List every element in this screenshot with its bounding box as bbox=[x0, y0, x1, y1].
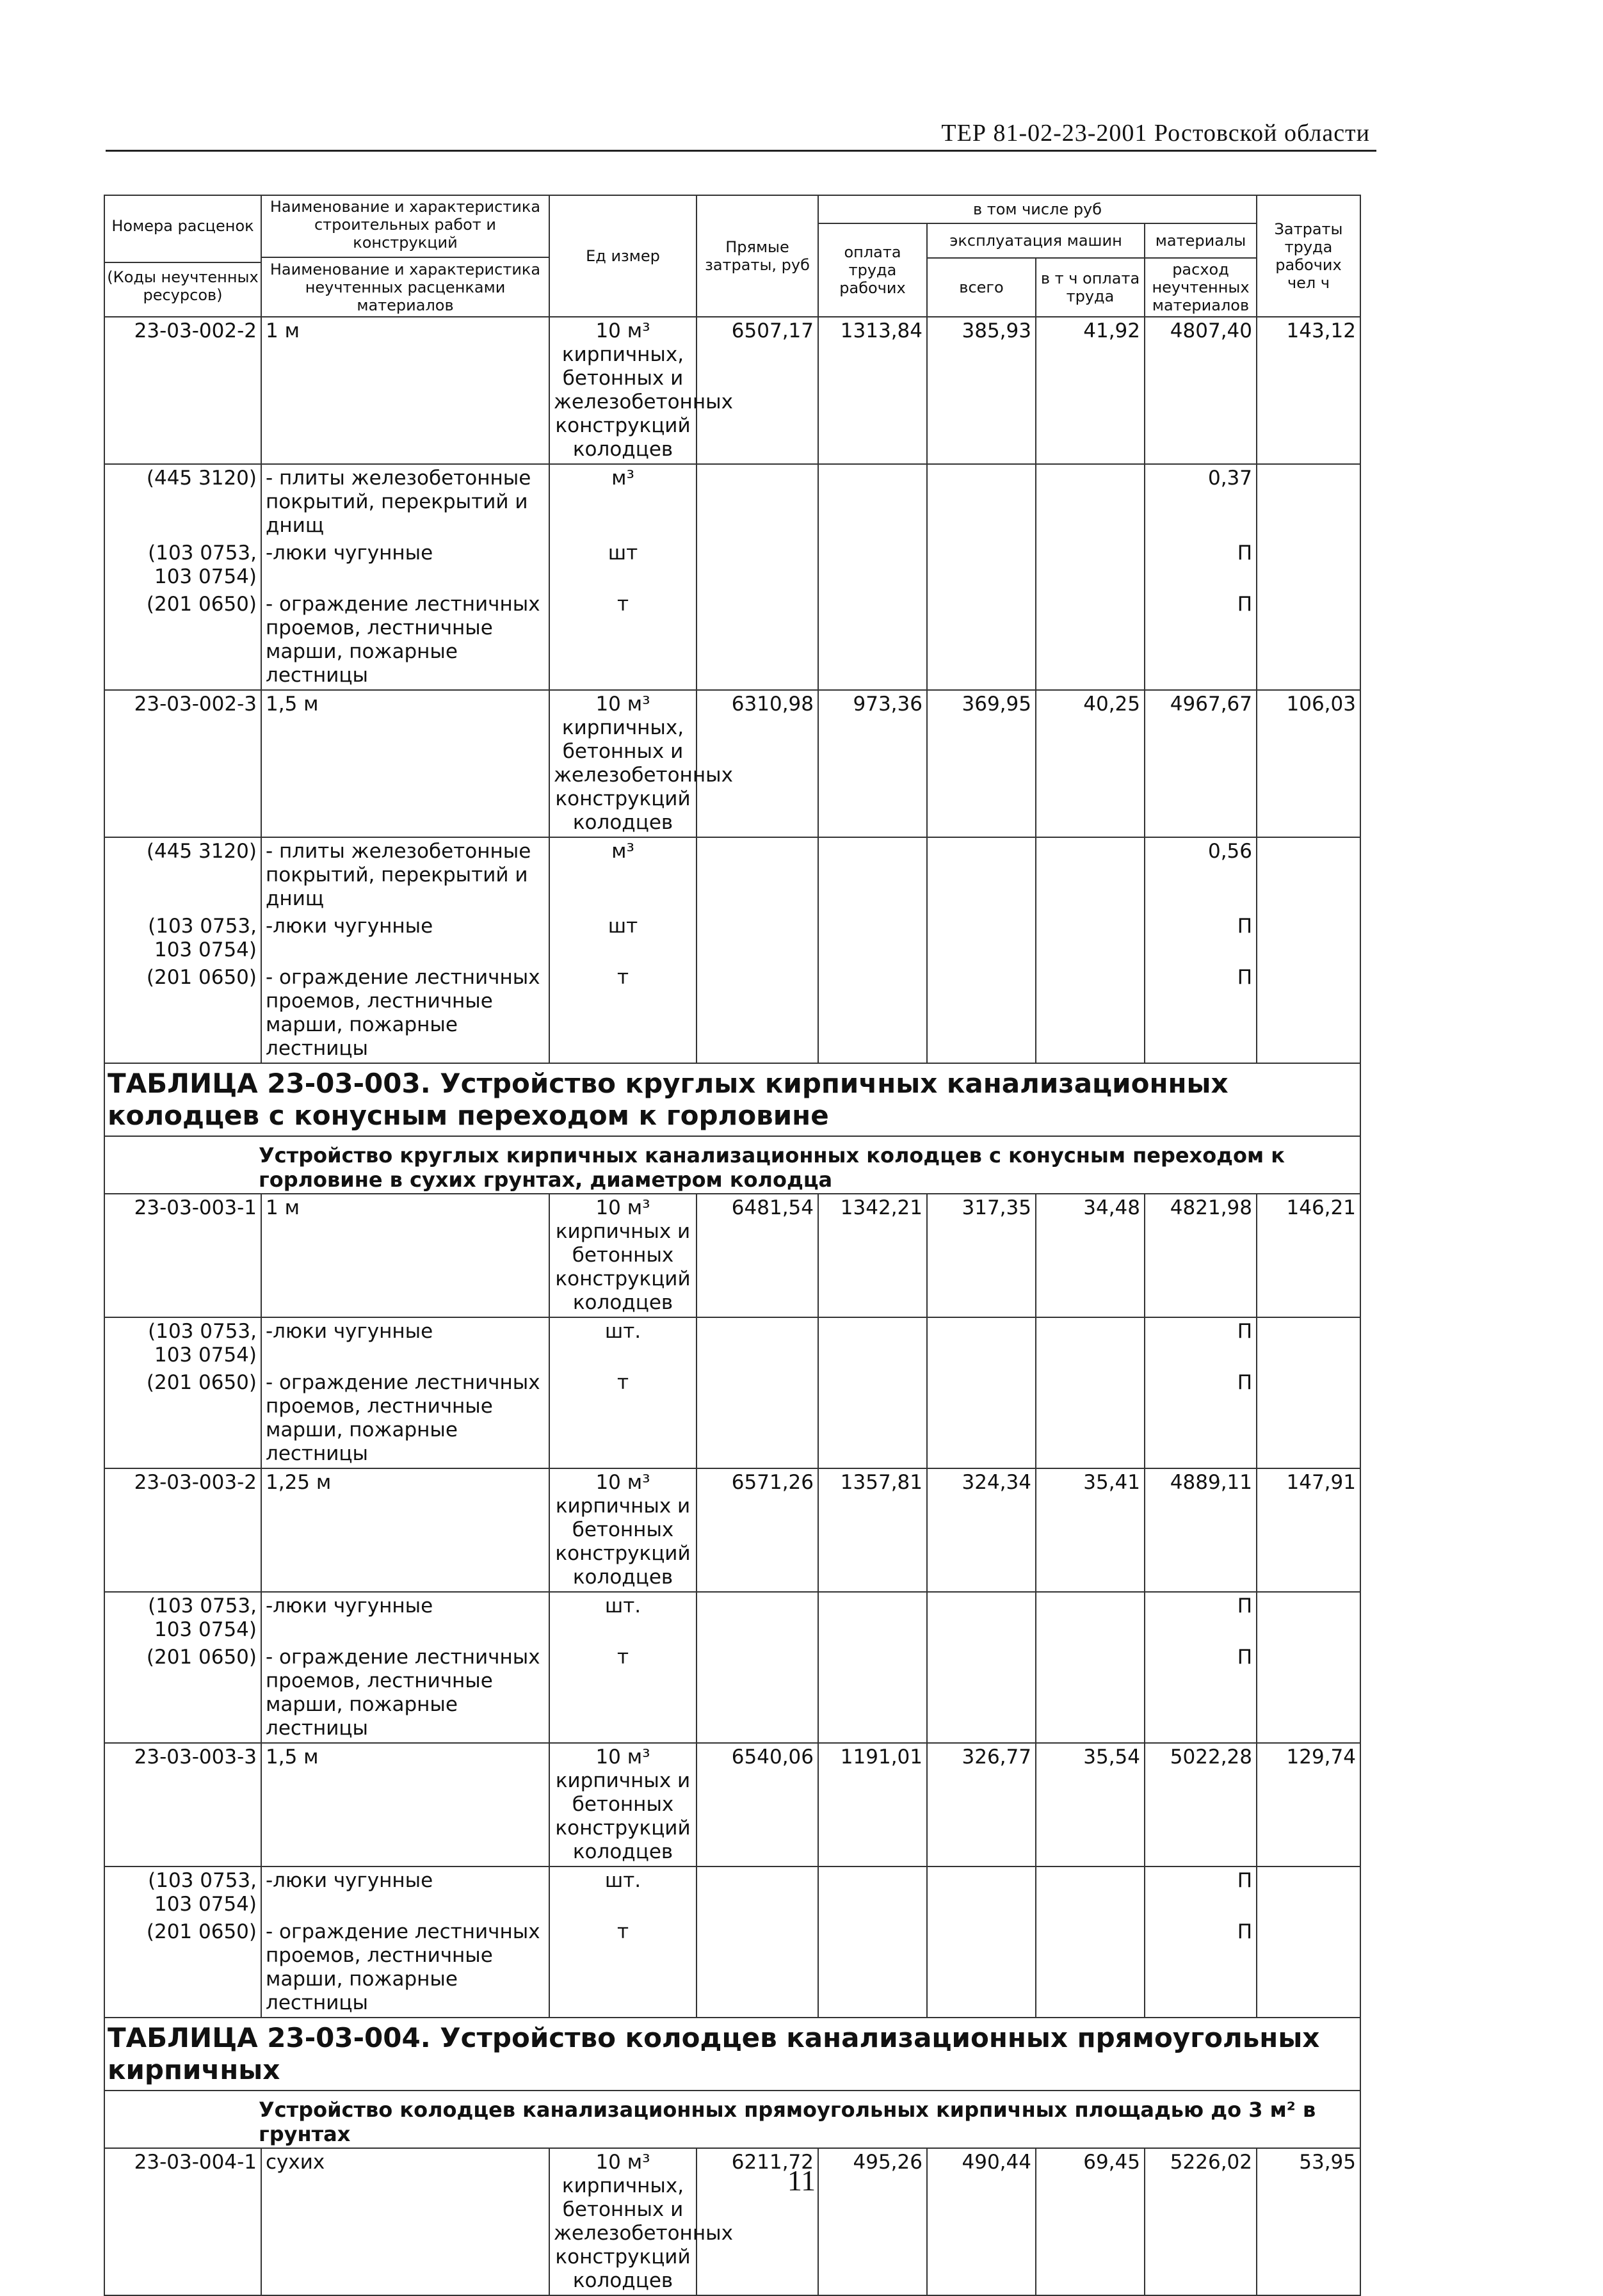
table-row: 23-03-003-1 1 м 10 м³ кирпичных и бетонных конструкций колодцев 6481,54 1342,21 317,35 34,48 4821,98 146,21 bbox=[104, 1194, 1360, 1317]
resource-row: (201 0650) - ограждение лестничных проемов, лестничные марши, пожарные лестницы т П bbox=[104, 591, 1360, 690]
resource-row: (103 0753, 103 0754) -люки чугунные шт. П bbox=[104, 1317, 1360, 1369]
table-title: ТАБЛИЦА 23-03-004. Устройство колодцев канализационных прямоугольных кирпичных bbox=[104, 2018, 1360, 2091]
col-mach-total: всего bbox=[927, 258, 1036, 317]
col-name: Наименование и характеристика строительных работ и конструкций Наименование и характеристика неучтенных расценками материалов bbox=[261, 195, 549, 317]
resource-row: (201 0650) - ограждение лестничных проемов, лестничные марши, пожарные лестницы т П bbox=[104, 1918, 1360, 2018]
col-labor: Затраты труда рабочих чел ч bbox=[1257, 195, 1360, 317]
resource-row: (103 0753, 103 0754) -люки чугунные шт П bbox=[104, 913, 1360, 964]
resource-row: (103 0753, 103 0754) -люки чугунные шт. П bbox=[104, 1867, 1360, 1918]
resource-row: (201 0650) - ограждение лестничных проемов, лестничные марши, пожарные лестницы т П bbox=[104, 964, 1360, 1063]
col-direct: Прямые затраты, руб bbox=[697, 195, 818, 317]
resource-row: (201 0650) - ограждение лестничных проемов, лестничные марши, пожарные лестницы т П bbox=[104, 1369, 1360, 1468]
table-header bbox=[104, 195, 1360, 223]
table-subtitle: Устройство круглых кирпичных канализационных колодцев с конусным переходом к горловине в сухих грунтах, диаметром колодца bbox=[104, 1136, 1360, 1194]
col-wages: оплата труда рабочих bbox=[818, 223, 927, 317]
table-subtitle: Устройство колодцев канализационных прямоугольных кирпичных площадью до 3 м² в грунтах bbox=[104, 2091, 1360, 2148]
col-code: Номера расценок (Коды неучтенных ресурсов) bbox=[104, 195, 261, 317]
col-mat-unacc: расход неучтенных материалов bbox=[1145, 258, 1257, 317]
table-row: 23-03-002-3 1,5 м 10 м³ кирпичных, бетонных и железобетонных конструкций колодцев 6310,98 973,36 369,95 40,25 4967,67 106,03 bbox=[104, 690, 1360, 837]
resource-row: (445 3120) - плиты железобетонные покрытий, перекрытий и днищ м³ 0,56 bbox=[104, 837, 1360, 913]
table-title: ТАБЛИЦА 23-03-003. Устройство круглых кирпичных канализационных колодцев с конусным переходом к горловине bbox=[104, 1063, 1360, 1136]
table-row: 23-03-002-2 1 м 10 м³ кирпичных, бетонных и железобетонных конструкций колодцев 6507,17 1313,84 385,93 41,92 4807,40 143,12 bbox=[104, 317, 1360, 464]
col-unit: Ед измер bbox=[549, 195, 697, 317]
col-materials: материалы bbox=[1145, 223, 1257, 258]
resource-row: (103 0753, 103 0754) -люки чугунные шт П bbox=[104, 540, 1360, 591]
page-header bbox=[106, 120, 1376, 152]
col-machines: эксплуатация машин bbox=[927, 223, 1145, 258]
document-title: ТЕР 81-02-23-2001 Ростовской области bbox=[941, 120, 1370, 147]
page-number: 11 bbox=[787, 2164, 816, 2197]
resource-row: (445 3120) - плиты железобетонные покрытий, перекрытий и днищ м³ 0,37 bbox=[104, 464, 1360, 540]
col-mach-wages: в т ч оплата труда bbox=[1036, 258, 1145, 317]
table-row: 23-03-003-2 1,25 м 10 м³ кирпичных и бетонных конструкций колодцев 6571,26 1357,81 324,34 35,41 4889,11 147,91 bbox=[104, 1468, 1360, 1592]
col-incl: в том числе руб bbox=[818, 195, 1257, 223]
resource-row: (201 0650) - ограждение лестничных проемов, лестничные марши, пожарные лестницы т П bbox=[104, 1644, 1360, 1743]
table-row: 23-03-003-3 1,5 м 10 м³ кирпичных и бетонных конструкций колодцев 6540,06 1191,01 326,77 35,54 5022,28 129,74 bbox=[104, 1743, 1360, 1867]
resource-row: (103 0753, 103 0754) -люки чугунные шт. П bbox=[104, 1592, 1360, 1644]
table-row: 23-03-004-1 сухих 10 м³ кирпичных, бетонных и железобетонных конструкций колодцев 6211,72 495,26 490,44 69,45 5226,02 53,95 bbox=[104, 2148, 1360, 2295]
rates-table bbox=[104, 195, 1361, 2296]
